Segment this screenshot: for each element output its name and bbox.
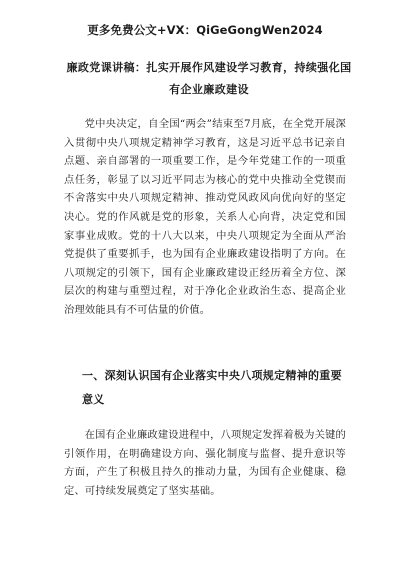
body-paragraph-1: 党中央决定，自全国“两会”结束至7月底，在全党开展深入贯彻中央八项规定精神学习教育，这是习近平总书记亲自点题、亲自部署的一项重要工作，是今年党建工作的一项重点任务，彰显了以习近平同志为核心的党中央推动全党锲而不舍落实中央八项规定精神、推动党风政风向优向好的坚定决心。党的作风就是党的形象，关系人心向背，决定党和国家事业成败。党的十八大以来，中央八项规定为全面从严治党提供了重要抓手，也为国有企业廉政建设指明了方向。在八项规定的引领下，国有企业廉政建设正经历着全方位、深层次的构建与重塑过程，对于净化企业政治生态、提高企业治理效能具有不可估量的价值。 xyxy=(64,118,346,316)
document-title: 廉政党课讲稿：扎实开展作风建设学习教育，持续强化国有企业廉政建设 xyxy=(66,61,352,96)
body-paragraph-2: 在国有企业廉政建设进程中，八项规定发挥着极为关键的引领作用，在明确建设方向、强化制度与监督、提升意识等方面，产生了积极且持久的推动力量，为国有企业健康、稳定、可持续发展奠定了坚实基础。 xyxy=(64,429,346,497)
section-heading: 一、深刻认识国有企业落实中央八项规定精神的重要意义 xyxy=(82,369,342,406)
promo-header: 更多免费公文+VX：QiGeGongWen2024 xyxy=(87,23,323,37)
